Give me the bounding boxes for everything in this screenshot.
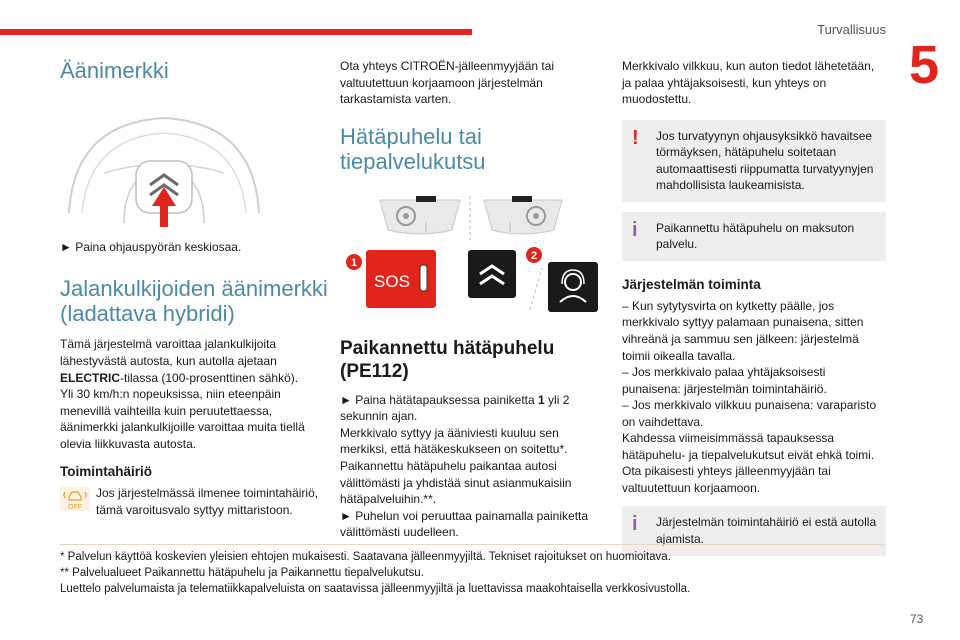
- horn-instruction: ► Paina ohjauspyörän keskiosaa.: [60, 240, 242, 255]
- emergency-buttons-icon: [340, 192, 602, 332]
- steering-wheel-icon: [64, 103, 264, 233]
- steering-wheel-illustration: [64, 103, 264, 233]
- free-service-info-box: [622, 212, 886, 261]
- operation-note: Kahdessa viimeisimmässä tapauksessa hätäpuhelu- ja tiepalvelukutsut eivät ehkä toimi.: [622, 431, 875, 462]
- sos-label: SOS: [374, 272, 410, 292]
- dealer-contact-text: Ota yhteys CITROËN-jälleenmyyjään tai valtuutettuun korjaamoon järjestelmän tarkastamista varten.: [340, 59, 555, 107]
- svg-text:OFF: OFF: [68, 504, 82, 512]
- indicator-intro: Merkkivalo vilkkuu, kun auton tiedot lähetetään, ja palaa yhtäjaksoisesti, kun yhteys on muodostettu.: [622, 59, 875, 107]
- operation-item-3: – Jos merkkivalo vilkkuu punaisena: varaparisto on vaihdettava.: [622, 398, 877, 429]
- column-2: [340, 58, 602, 541]
- fault-note: [60, 485, 328, 518]
- emergency-buttons-illustration: [340, 192, 602, 332]
- pe112-text: Merkkivalo syttyy ja ääniviesti kuuluu sen merkiksi, että hätäkeskukseen on soitettu*. Paikannettu hätäpuhelu paikantaa autosi välittömästi ja yhdistää sinut asianmukaisiin hätäpalveluihin.**.: [340, 425, 572, 507]
- operation-item-2: – Jos merkkivalo palaa yhtäjaksoisesti punaisena: järjestelmän toimintahäiriö.: [622, 365, 827, 396]
- pedestrian-text-speed: Yli 30 km/h:n nopeuksissa, niin eteenpäin menevillä vaihteilla kuin peruutettaessa, äänimerkki jalankulkijoille varoittaa muita tiellä olevia liikkuvasta autosta.: [60, 387, 305, 451]
- pedestrian-text: Tämä järjestelmä varoittaa jalankulkijoita lähestyvästä autosta, kun autolla ajetaan ELECTRIC-tilassa (100-prosenttinen sähkö).: [60, 337, 299, 385]
- svg-text:2: 2: [530, 250, 538, 263]
- footnote-2: ** Palvelualueet Paikannettu hätäpuhelu ja Paikannettu tiepalvelukutsu.: [60, 567, 424, 580]
- footnotes: [60, 544, 886, 597]
- page-number: 73: [910, 612, 924, 626]
- pedestrian-horn-off-warning-icon: [60, 487, 90, 511]
- heading-horn: Äänimerkki: [60, 58, 169, 83]
- pe112-cancel: ► Puhelun voi peruuttaa painamalla painiketta välittömästi uudelleen.: [340, 508, 589, 540]
- heading-pe112: Paikannettu hätäpuhelu (PE112): [340, 338, 555, 383]
- assistance-button-illustration: [468, 250, 516, 298]
- info-icon: i: [632, 218, 638, 241]
- header-accent-bar: [0, 29, 472, 35]
- heading-emergency-call: Hätäpuhelu tai tiepalvelukutsu: [340, 123, 486, 174]
- fault-text: Jos järjestelmässä ilmenee toimintahäiriö, tämä varoitusvalo syttyy mittaristoon.: [96, 486, 319, 517]
- pe112-step-1: ► Paina hätätapauksessa painiketta 1 yli 2 sekunnin ajan.: [340, 392, 570, 424]
- heading-fault: Toimintahäiriö: [60, 464, 153, 480]
- column-3: [622, 58, 886, 556]
- info-icon: i: [632, 513, 638, 536]
- free-service-text: Paikannettu hätäpuhelu on maksuton palvelu.: [656, 220, 855, 252]
- warning-icon: !: [632, 126, 639, 149]
- electric-mode-label: ELECTRIC: [60, 370, 120, 385]
- column-1: [60, 58, 328, 518]
- svg-text:1: 1: [350, 257, 358, 270]
- airbag-warning-text: Jos turvatyynyn ohjausyksikkö havaitsee törmäyksen, hätäpuhelu soitetaan automaattisesti riippumatta turvatyynyjen mahdollisista laukeamisista.: [656, 128, 874, 193]
- footnote-3: Luettelo palvelumaista ja telematiikkapalveluista on saatavissa jälleenmyyjiltä ja luettavissa maakohtaisella verkkosivustolla.: [60, 583, 691, 596]
- footnote-1: * Palvelun käyttöä koskevien yleisien ehtojen mukaisesti. Saatavana jälleenmyyjiltä. Tekniset rajoitukset on huomioitava.: [60, 551, 671, 563]
- airbag-warning-box: [622, 120, 886, 202]
- chapter-number: 5: [908, 35, 940, 95]
- section-title: Turvallisuus: [817, 22, 886, 37]
- heading-pedestrian-horn: Jalankulkijoiden äänimerkki (ladattava hybridi): [60, 275, 328, 327]
- heading-operation: Järjestelmän toiminta: [622, 276, 761, 292]
- operation-item-1: – Kun sytytysvirta on kytketty päälle, jos merkkivalo syttyy palamaan punaisena, sitten vihreänä ja sammuu sen jälkeen: järjestelmä toimii oikealla tavalla.: [622, 298, 864, 363]
- fault-driving-text: Järjestelmän toimintahäiriö ei estä autolla ajamista.: [656, 515, 877, 547]
- operation-contact: Ota pikaisesti yhteys jälleenmyyjään tai valtuutettuun korjaamoon.: [622, 464, 831, 495]
